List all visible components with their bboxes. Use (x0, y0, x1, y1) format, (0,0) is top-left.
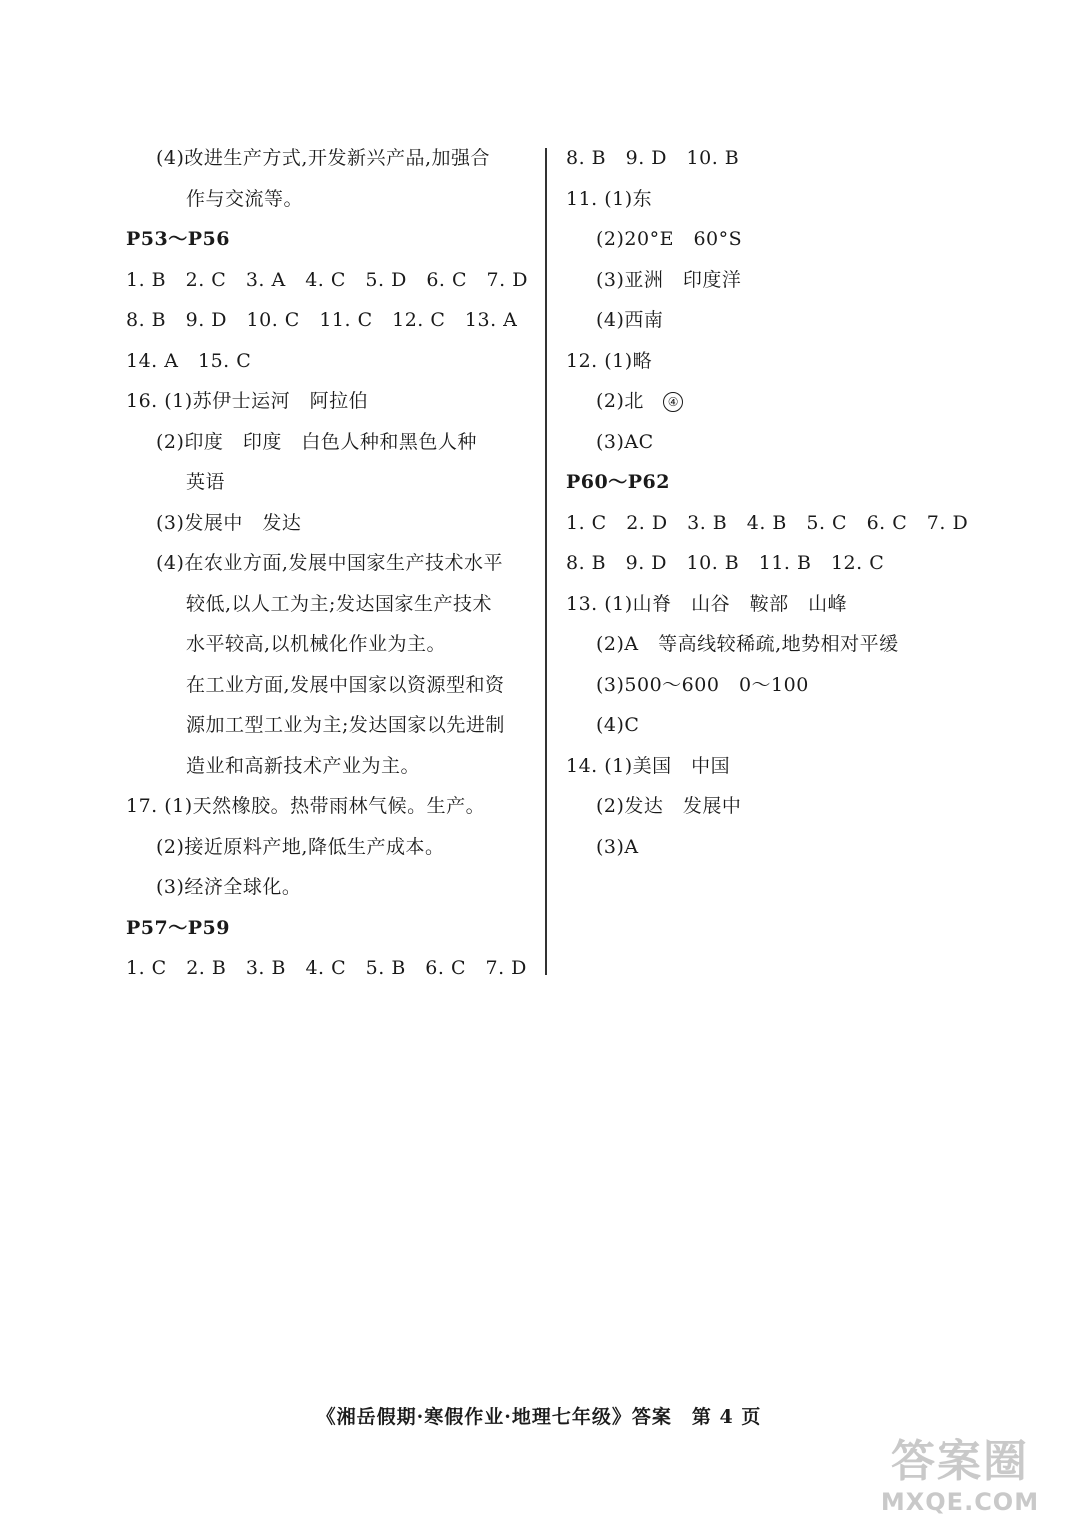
answer-text: (2)A 等高线较稀疏,地势相对平缓 (596, 633, 899, 655)
answer-text: (4)改进生产方式,开发新兴产品,加强合 (156, 147, 490, 169)
answer-line (126, 665, 536, 706)
answer-line (126, 462, 536, 503)
answer-line (566, 665, 1026, 706)
watermark-logo (860, 1436, 1060, 1526)
answer-text: 12. (1)略 (566, 349, 653, 372)
answer-line (566, 179, 1026, 220)
answer-line (566, 260, 1026, 301)
answer-line (126, 827, 536, 868)
answer-text: (3)经济全球化。 (156, 876, 302, 898)
circled-number-icon: ④ (663, 392, 683, 412)
watermark-title: 答案圈 (891, 1436, 1029, 1487)
answer-line (566, 786, 1026, 827)
answer-line (126, 138, 536, 179)
answer-text: (2)印度 印度 白色人种和黑色人种 (156, 430, 477, 453)
answer-line (126, 381, 536, 422)
answer-line (126, 786, 536, 827)
answer-text: 1. C 2. D 3. B 4. B 5. C 6. C 7. D (566, 511, 969, 534)
right-column (566, 138, 1026, 867)
answer-line (566, 138, 1026, 179)
section-heading (566, 462, 1026, 503)
answer-text: P60～P62 (566, 471, 670, 493)
answer-line (126, 543, 536, 584)
answer-text: (2)发达 发展中 (596, 795, 742, 817)
answer-text: 8. B 9. D 10. C 11. C 12. C 13. A (126, 309, 518, 331)
left-column (126, 138, 536, 989)
section-heading (126, 908, 536, 949)
answer-line (566, 584, 1026, 625)
answer-line (126, 260, 536, 301)
answer-text: (3)亚洲 印度洋 (596, 268, 742, 291)
answer-text: (3)500～600 0～100 (596, 673, 809, 696)
answer-line (126, 300, 536, 341)
answer-line (566, 503, 1026, 544)
answer-text: (3)A (596, 835, 639, 858)
answer-line (566, 543, 1026, 584)
answer-text: 较低,以人工为主;发达国家生产技术 (186, 592, 492, 615)
answer-text: (2)北 (596, 390, 664, 412)
answer-text: 1. C 2. B 3. B 4. C 5. B 6. C 7. D (126, 957, 527, 979)
answer-text: 英语 (186, 471, 226, 493)
page-footer: 《湘岳假期·寒假作业·地理七年级》答案 第 4 页 (316, 1406, 762, 1428)
answer-text: (2)接近原料产地,降低生产成本。 (156, 835, 445, 858)
answer-line (126, 584, 536, 625)
watermark-url: MXQE.COM (880, 1488, 1040, 1516)
answer-line (566, 341, 1026, 382)
answer-line (126, 422, 536, 463)
answer-text: 16. (1)苏伊士运河 阿拉伯 (126, 390, 369, 412)
answer-text: 造业和高新技术产业为主。 (186, 754, 421, 777)
answer-line (126, 867, 536, 908)
answer-text: 作与交流等。 (186, 187, 304, 210)
answer-text: 1. B 2. C 3. A 4. C 5. D 6. C 7. D (126, 268, 528, 291)
answer-text: P57～P59 (126, 916, 230, 939)
column-divider (545, 148, 547, 975)
answer-text: 8. B 9. D 10. B (566, 147, 740, 169)
answer-text: 17. (1)天然橡胶。热带雨林气候。生产。 (126, 795, 486, 817)
answer-line (126, 948, 536, 989)
answer-text: 8. B 9. D 10. B 11. B 12. C (566, 552, 885, 574)
answer-line (126, 624, 536, 665)
answer-line (566, 624, 1026, 665)
answer-text: 14. (1)美国 中国 (566, 754, 731, 777)
answer-line (566, 219, 1026, 260)
answer-text: 在工业方面,发展中国家以资源型和资 (186, 673, 505, 696)
answer-line (566, 827, 1026, 868)
answer-text: 13. (1)山脊 山谷 鞍部 山峰 (566, 592, 848, 615)
answer-line (566, 381, 1026, 422)
section-heading (126, 219, 536, 260)
answer-text: 14. A 15. C (126, 349, 252, 372)
answer-text: (3)AC (596, 430, 654, 453)
answer-text: 源加工型工业为主;发达国家以先进制 (186, 714, 505, 736)
answer-text: (3)发展中 发达 (156, 511, 302, 534)
answer-line (566, 705, 1026, 746)
answer-line (126, 179, 536, 220)
answer-line (566, 422, 1026, 463)
answer-line (126, 341, 536, 382)
answer-line (126, 503, 536, 544)
answer-text: 水平较高,以机械化作业为主。 (186, 633, 447, 655)
answer-line (126, 705, 536, 746)
answer-text: (2)20°E 60°S (596, 228, 743, 250)
answer-text: P53～P56 (126, 228, 230, 250)
answer-line (566, 746, 1026, 787)
answer-line (566, 300, 1026, 341)
answer-text: (4)在农业方面,发展中国家生产技术水平 (156, 552, 503, 574)
answer-text: (4)C (596, 714, 640, 736)
answer-text: (4)西南 (596, 309, 664, 331)
answer-line (126, 746, 536, 787)
answer-text: 11. (1)东 (566, 187, 653, 210)
